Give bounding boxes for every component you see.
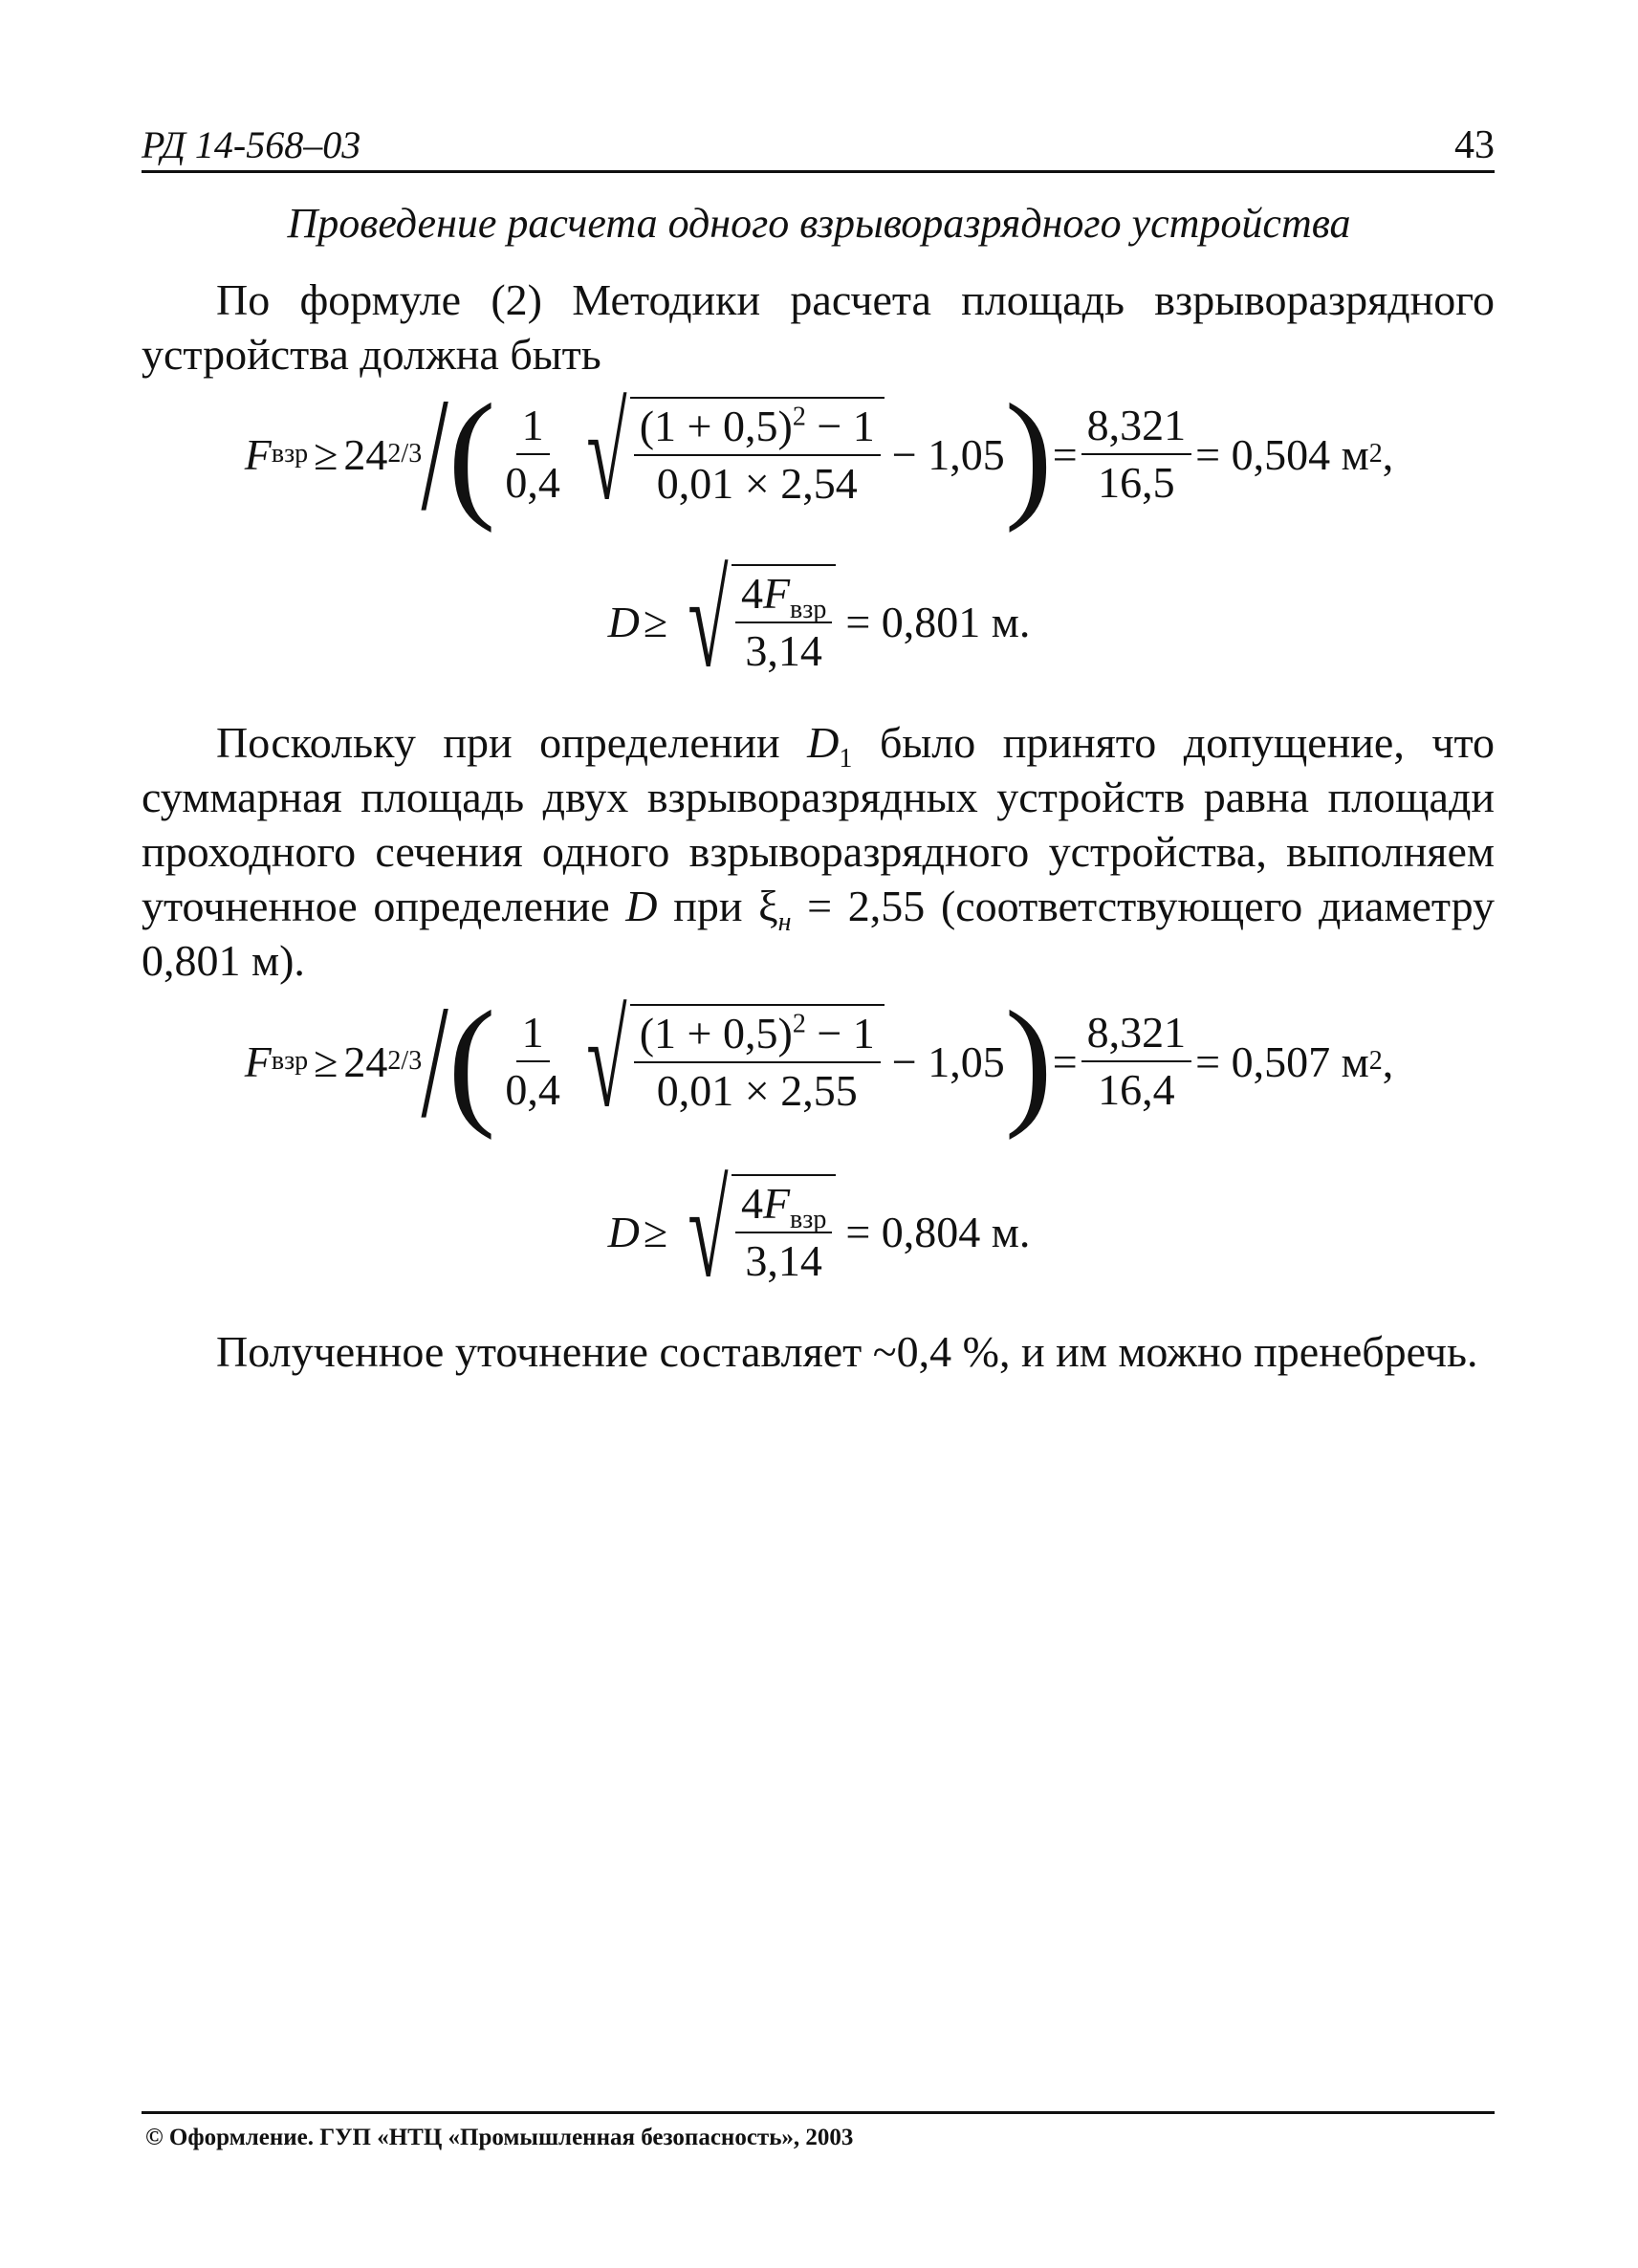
paragraph-conclusion bbox=[142, 1324, 1495, 1379]
eq2-lhs-var: D bbox=[607, 597, 640, 646]
eq1-root-fraction bbox=[634, 399, 881, 512]
eq3-res-num: 8,321 bbox=[1081, 1005, 1192, 1062]
p2-text-c: при ξ bbox=[657, 882, 778, 930]
footer-copyright: © Оформление. ГУП «НТЦ «Промышленная безопасность», 2003 bbox=[145, 2125, 854, 2150]
eq1-sqrt bbox=[570, 380, 885, 528]
p2-var2: D bbox=[625, 882, 658, 930]
eq1-inverse-fraction bbox=[499, 398, 566, 511]
eq1-root-den: 0,01 × 2,54 bbox=[656, 459, 858, 508]
paragraph-conclusion-text: Полученное уточнение составляет ~0,4 %, и им можно пренебречь. bbox=[216, 1327, 1478, 1376]
eq3-radical-sign: √ bbox=[586, 987, 627, 1135]
eq3-result: = 0,507 м bbox=[1195, 1036, 1369, 1086]
eq3-inv-num: 1 bbox=[516, 1005, 550, 1062]
eq4-radical-sign: √ bbox=[688, 1157, 729, 1305]
eq1-left-paren: ( bbox=[448, 375, 496, 534]
page-number: 43 bbox=[1454, 123, 1495, 167]
equation-area-4 bbox=[0, 1157, 1638, 1305]
eq1-lhs-var: F bbox=[244, 429, 272, 479]
eq1-root-num: (1 + 0,5) bbox=[639, 402, 793, 450]
eq2-fraction bbox=[735, 566, 832, 679]
eq2-radical-sign: √ bbox=[688, 547, 729, 695]
eq1-relation: ≥ bbox=[314, 429, 339, 479]
eq4-relation: ≥ bbox=[643, 1207, 668, 1256]
equation-area-2 bbox=[0, 547, 1638, 695]
eq3-right-paren: ) bbox=[1004, 982, 1053, 1141]
equation-area-3: F взр ≥ 24 2/3 / ( $\frac{1}{0,4}$ √ $\frac{(1 + 0,5)^2 - 1}{0,01 \times 2,55}$ − 1,05 ) = $\frac{8,321}{16,4}$ = 0,507 м 2 , bbox=[244, 971, 1394, 1151]
eq1-radical-sign: √ bbox=[586, 380, 627, 528]
eq3-root-num-tail: − 1 bbox=[805, 1009, 875, 1058]
eq3-res-den: 16,4 bbox=[1098, 1065, 1175, 1114]
p2-text-d: = 2,55 (соответствующего диаметру 0,801 м). bbox=[142, 882, 1495, 985]
eq3-root-num: (1 + 0,5) bbox=[639, 1009, 793, 1058]
eq1-root-num-tail: − 1 bbox=[805, 402, 875, 450]
p2-var: D bbox=[807, 718, 840, 767]
eq2-num-coef: 4 bbox=[740, 569, 763, 618]
p2-sub2: н bbox=[777, 907, 792, 938]
eq3-minus-term: − 1,05 bbox=[891, 1036, 1005, 1086]
eq1-result: = 0,504 м bbox=[1195, 429, 1369, 479]
paragraph-intro bbox=[142, 273, 1495, 382]
eq3-division-slash: / bbox=[421, 971, 448, 1151]
p2-text-a: Поскольку при определении bbox=[216, 718, 808, 767]
eq4-sqrt bbox=[671, 1157, 836, 1305]
paragraph-intro-text: По формуле (2) Методики расчета площадь взрыворазрядного устройства должна быть bbox=[142, 275, 1495, 379]
eq4-lhs-var: D bbox=[607, 1207, 640, 1256]
eq4-num-var: F bbox=[762, 1179, 791, 1228]
eq3-root-den: 0,01 × 2,55 bbox=[656, 1066, 858, 1115]
eq1-right-paren: ) bbox=[1004, 375, 1053, 534]
eq1-res-den: 16,5 bbox=[1098, 458, 1175, 507]
eq3-lhs-var: F bbox=[244, 1036, 272, 1086]
eq2-num-var: F bbox=[762, 569, 791, 618]
eq2-sqrt bbox=[671, 547, 836, 695]
eq3-base: 24 bbox=[343, 1036, 388, 1086]
eq4-den: 3,14 bbox=[745, 1236, 822, 1285]
document-code: РД 14-568–03 bbox=[142, 123, 361, 166]
eq3-root-fraction bbox=[634, 1006, 881, 1119]
eq2-relation: ≥ bbox=[643, 597, 668, 646]
eq1-root-num-exp: 2 bbox=[792, 402, 806, 432]
eq4-num-sub: взр bbox=[790, 1205, 827, 1235]
eq2-num-sub: взр bbox=[790, 595, 827, 625]
eq3-inv-den: 0,4 bbox=[505, 1065, 560, 1114]
eq3-tail: , bbox=[1382, 1036, 1394, 1086]
eq3-relation: ≥ bbox=[314, 1036, 339, 1086]
section-title: Проведение расчета одного взрыворазрядного устройства bbox=[287, 200, 1351, 247]
eq4-result: = 0,804 м. bbox=[845, 1207, 1031, 1256]
eq3-inverse-fraction bbox=[499, 1005, 566, 1118]
eq2-den: 3,14 bbox=[745, 626, 822, 675]
eq3-result-fraction bbox=[1081, 1005, 1192, 1118]
eq3-sqrt bbox=[570, 987, 885, 1135]
eq3-left-paren: ( bbox=[448, 982, 496, 1141]
eq4-fraction bbox=[735, 1176, 832, 1289]
eq1-tail: , bbox=[1382, 429, 1394, 479]
footer-rule bbox=[142, 2111, 1495, 2114]
eq1-base: 24 bbox=[343, 429, 388, 479]
eq1-result-fraction bbox=[1081, 398, 1192, 511]
p2-text-b: было принято допущение, что суммарная площадь двух взрыворазрядных устройств равна площади проходного сечения одного взрыворазрядного устройства, выполняем уточненное определение bbox=[142, 718, 1495, 930]
eq4-num-coef: 4 bbox=[740, 1179, 763, 1228]
eq2-result: = 0,801 м. bbox=[845, 597, 1031, 646]
header-rule bbox=[142, 170, 1495, 173]
equation-area-1: F взр ≥ 24 2/3 / ( $\frac{1}{0,4}$ √ $\frac{(1 + 0,5)^2 - 1}{0,01 \times 2,54}$ − 1,05 ) = $\frac{8,321}{16,5}$ = 0,504 м 2 , bbox=[244, 364, 1394, 544]
eq1-inv-num: 1 bbox=[516, 398, 550, 455]
eq1-division-slash: / bbox=[421, 364, 448, 544]
eq1-res-num: 8,321 bbox=[1081, 398, 1192, 455]
eq1-inv-den: 0,4 bbox=[505, 458, 560, 507]
paragraph-refinement bbox=[142, 715, 1495, 988]
eq3-root-num-exp: 2 bbox=[792, 1009, 806, 1039]
eq1-minus-term: − 1,05 bbox=[891, 429, 1005, 479]
p2-sub: 1 bbox=[839, 744, 853, 774]
